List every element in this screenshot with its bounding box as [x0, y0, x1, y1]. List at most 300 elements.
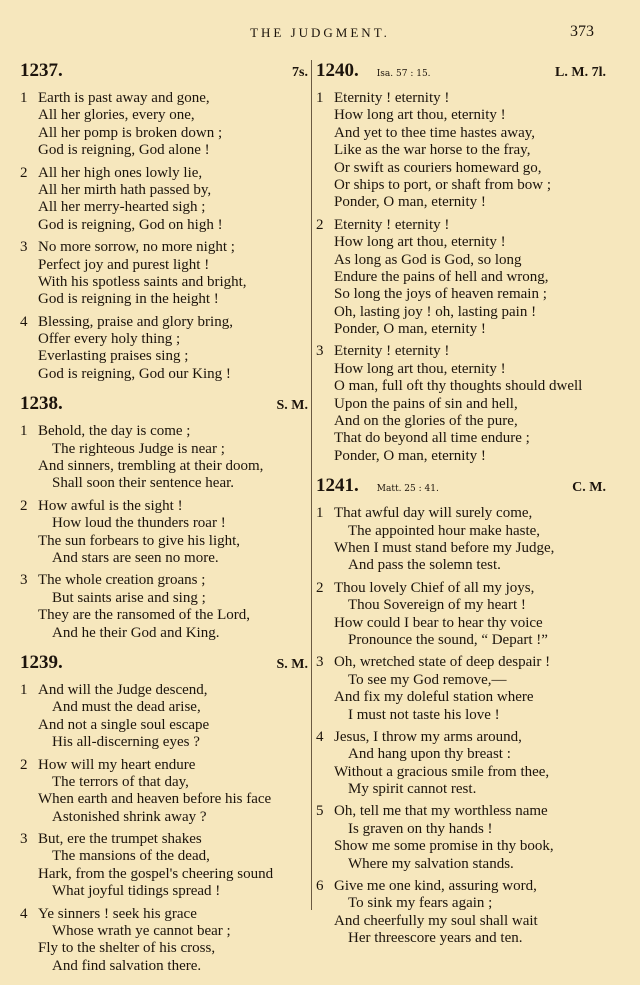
verse-line — [20, 142, 308, 159]
verse-text: As long as God is God, so long — [334, 251, 522, 268]
column-divider — [311, 60, 312, 910]
verse-number — [20, 291, 38, 308]
verse-number — [316, 321, 334, 338]
verse-text: The appointed hour make haste, — [348, 522, 541, 539]
verse-line — [316, 707, 606, 724]
verse-line — [20, 199, 308, 216]
verse-number — [316, 707, 334, 724]
verse-text: Her threescore years and ten. — [348, 930, 523, 947]
verse-number — [316, 856, 334, 873]
verse-text: Perfect joy and purest light ! — [38, 256, 210, 273]
hymn — [20, 393, 308, 642]
verse-number — [20, 533, 38, 550]
hymn-header — [316, 60, 606, 86]
verse-text: The terrors of that day, — [52, 773, 189, 790]
verse-line — [20, 757, 308, 774]
verse-text: The sun forbears to give his light, — [38, 532, 241, 549]
verse-text: To sink my fears again ; — [348, 895, 493, 912]
verse-number — [20, 142, 38, 159]
verse-text: How loud the thunders roar ! — [52, 515, 226, 532]
verse-text: How could I bear to hear thy voice — [334, 614, 543, 631]
verse-line — [316, 878, 606, 895]
verse-text: Eternity ! eternity ! — [334, 90, 450, 106]
verse-number — [316, 304, 334, 321]
verse-line — [20, 625, 308, 642]
verse-line — [20, 866, 308, 883]
left-column — [20, 60, 308, 985]
verse-text: All her mirth hath passed by, — [38, 181, 212, 198]
verse-text: And hang upon thy breast : — [348, 746, 511, 763]
verse-text: Pronounce the sound, “ Depart !” — [348, 631, 548, 648]
verse-number — [316, 838, 334, 855]
verse-text: I must not taste his love ! — [348, 706, 500, 723]
verse-line — [20, 590, 308, 607]
verse-text: Endure the pains of hell and wrong, — [334, 268, 549, 285]
verse-number — [20, 274, 38, 291]
verse-line — [20, 958, 308, 975]
verse-line — [316, 654, 606, 671]
verse-number — [316, 413, 334, 430]
verse-line — [316, 838, 606, 855]
verse-line — [316, 304, 606, 321]
verse-number — [316, 160, 334, 177]
verse-line — [316, 343, 606, 360]
verse-text: That do beyond all time endure ; — [334, 430, 530, 447]
verse-line — [20, 314, 308, 331]
verse — [20, 906, 308, 976]
verse-number — [316, 930, 334, 947]
verse-number — [20, 107, 38, 124]
verse-number — [316, 913, 334, 930]
verse — [316, 343, 606, 465]
verse-text: Eternity ! eternity ! — [334, 343, 450, 360]
verse-number: 5 — [316, 803, 324, 820]
hymn-number: 1240. — [316, 60, 359, 81]
verse-text: And not a single soul escape — [38, 716, 210, 733]
verse-line — [316, 269, 606, 286]
verse — [316, 878, 606, 948]
verse-number — [316, 396, 334, 413]
verse-line — [316, 252, 606, 269]
page-number: 373 — [570, 23, 594, 40]
verse-text: Show me some promise in thy book, — [334, 838, 554, 855]
verse-number — [20, 182, 38, 199]
verse — [20, 90, 308, 160]
verse-line — [20, 791, 308, 808]
verse-line — [20, 165, 308, 182]
verse-line — [316, 194, 606, 211]
verse-line — [20, 717, 308, 734]
verse-number: 3 — [20, 239, 28, 256]
verse-line — [316, 856, 606, 873]
verse-text: God is reigning, God alone ! — [38, 142, 210, 159]
verse-line — [316, 321, 606, 338]
verse-text: And yet to thee time hastes away, — [334, 124, 536, 141]
verse-text: And stars are seen no more. — [52, 549, 219, 566]
verse-line — [20, 550, 308, 567]
verse-number: 4 — [20, 905, 28, 922]
verse-line — [20, 831, 308, 848]
verse — [20, 239, 308, 309]
verse-line — [20, 182, 308, 199]
verse-line — [20, 348, 308, 365]
verse-line — [20, 734, 308, 751]
verse-line — [20, 848, 308, 865]
verse-line — [316, 672, 606, 689]
verse-line — [316, 107, 606, 124]
verse-line — [20, 607, 308, 624]
verse-number: 3 — [316, 343, 324, 360]
verse-line — [316, 90, 606, 107]
verse-number — [20, 699, 38, 716]
verse-line — [20, 274, 308, 291]
verse-number — [316, 764, 334, 781]
verse-number: 6 — [316, 878, 324, 895]
verse-text: Thou lovely Chief of all my joys, — [334, 579, 535, 596]
verse-text: Ponder, O man, eternity ! — [334, 194, 486, 211]
verse — [20, 165, 308, 235]
hymn-meter: 7s. — [292, 65, 308, 80]
verse-line — [20, 441, 308, 458]
verse-number — [316, 286, 334, 303]
verse-line — [316, 125, 606, 142]
verse-line — [20, 257, 308, 274]
verse-text: Behold, the day is come ; — [38, 423, 191, 440]
hymn-number: 1237. — [20, 60, 63, 81]
verse-text: All her merry-hearted sigh ; — [38, 199, 206, 216]
verse — [20, 423, 308, 493]
verse-number — [20, 257, 38, 274]
verse-text: They are the ransomed of the Lord, — [38, 607, 250, 624]
verse-line — [316, 160, 606, 177]
verse-text: And will the Judge descend, — [38, 681, 208, 698]
verse-number — [316, 895, 334, 912]
verse-line — [20, 475, 308, 492]
verse-text: Ye sinners ! seek his grace — [38, 905, 197, 922]
verse-line — [316, 930, 606, 947]
verse-text: Oh, lasting joy ! oh, lasting pain ! — [334, 303, 537, 320]
verse-line — [20, 125, 308, 142]
verse-text: But, ere the trumpet shakes — [38, 831, 202, 848]
verse-text: Or ships to port, or shaft from bow ; — [334, 176, 552, 193]
hymn-number: 1239. — [20, 651, 63, 673]
verse-text: Like as the war horse to the fray, — [334, 142, 531, 159]
hymn-meter: L. M. 7l. — [555, 65, 606, 80]
verse-line — [316, 913, 606, 930]
verse-line — [316, 580, 606, 597]
verse-text: How long art thou, eternity ! — [334, 360, 506, 377]
verse-number — [20, 734, 38, 751]
verse-text: And sinners, trembling at their doom, — [38, 458, 264, 475]
verse-text: Shall soon their sentence hear. — [52, 475, 235, 492]
verse-number — [316, 597, 334, 614]
hymn — [316, 60, 606, 465]
verse-text: Upon the pains of sin and hell, — [334, 395, 518, 412]
verse-text: How awful is the sight ! — [38, 497, 183, 514]
verse — [20, 572, 308, 642]
verse-line — [316, 781, 606, 798]
verse-line — [20, 883, 308, 900]
verse-number: 1 — [316, 505, 324, 522]
verse-line — [316, 729, 606, 746]
verse-number — [20, 848, 38, 865]
verse — [20, 314, 308, 384]
verse-line — [316, 632, 606, 649]
verse-text: And on the glories of the pure, — [334, 413, 518, 430]
verse — [316, 505, 606, 575]
verse-number — [316, 142, 334, 159]
verse-text: When earth and heaven before his face — [38, 791, 272, 808]
verse-text: What joyful tidings spread ! — [52, 883, 221, 900]
verse-number — [20, 331, 38, 348]
scripture-reference: Isa. 57 : 15. — [376, 69, 431, 79]
verse-line — [20, 940, 308, 957]
verse-text: When I must stand before my Judge, — [334, 539, 555, 556]
verse-number — [316, 689, 334, 706]
verse-number — [316, 378, 334, 395]
verse-line — [20, 90, 308, 107]
verse-number — [20, 366, 38, 383]
verse-line — [316, 597, 606, 614]
verse-text: How long art thou, eternity ! — [334, 234, 506, 251]
hymn-meter: S. M. — [276, 398, 308, 414]
verse-number — [20, 717, 38, 734]
verse — [316, 580, 606, 650]
verse-number — [20, 217, 38, 234]
right-column — [316, 60, 606, 958]
running-title: THE JUDGMENT. — [250, 25, 390, 40]
verse-number — [20, 791, 38, 808]
verse-line — [316, 523, 606, 540]
verse-number: 4 — [20, 313, 28, 330]
verse-line — [316, 430, 606, 447]
verse — [316, 729, 606, 799]
verse-number — [316, 269, 334, 286]
verse-text: Whose wrath ye cannot bear ; — [52, 923, 231, 940]
verse-text: Give me one kind, assuring word, — [334, 878, 537, 895]
verse-line — [20, 331, 308, 348]
verse-line — [20, 572, 308, 589]
verse-text: Offer every holy thing ; — [38, 331, 181, 348]
verse-number — [20, 348, 38, 365]
verse-text: Ponder, O man, eternity ! — [334, 447, 486, 464]
verse-number: 1 — [20, 681, 28, 698]
hymn — [20, 60, 308, 383]
hymn-header — [316, 475, 606, 501]
hymn-number: 1241. — [316, 475, 359, 497]
verse — [20, 831, 308, 901]
verse — [316, 803, 606, 873]
hymn-meter: S. M. — [276, 656, 308, 672]
verse-text: That awful day will surely come, — [334, 505, 533, 522]
verse-number — [20, 923, 38, 940]
verse-line — [20, 515, 308, 532]
verse-number: 4 — [316, 728, 324, 745]
verse-number — [20, 625, 38, 642]
verse — [20, 757, 308, 827]
verse-number — [316, 672, 334, 689]
verse-number: 2 — [316, 579, 324, 596]
verse-text: With his spotless saints and bright, — [38, 273, 247, 290]
verse-number — [316, 125, 334, 142]
verse-line — [20, 107, 308, 124]
verse-number: 1 — [20, 90, 28, 106]
verse-number — [20, 940, 38, 957]
verse-text: And pass the solemn test. — [348, 557, 501, 574]
verse-line — [20, 699, 308, 716]
verse-number — [20, 515, 38, 532]
verse-number: 3 — [20, 831, 28, 848]
hymn — [316, 475, 606, 947]
verse-line — [20, 906, 308, 923]
verse-text: And he their God and King. — [52, 624, 220, 641]
verse-number: 2 — [20, 497, 28, 514]
hymn-header — [20, 60, 308, 86]
verse-text: And must the dead arise, — [52, 699, 201, 716]
verse-line — [316, 177, 606, 194]
verse-line — [20, 291, 308, 308]
hymn-header — [20, 652, 308, 678]
verse-line — [20, 774, 308, 791]
verse-line — [316, 615, 606, 632]
verse-number — [20, 550, 38, 567]
hymn-meter: C. M. — [572, 480, 606, 496]
verse-text: My spirit cannot rest. — [348, 781, 477, 798]
verse-number — [20, 458, 38, 475]
verse-text: To see my God remove,— — [348, 671, 507, 688]
verse-text: Is graven on thy hands ! — [348, 820, 493, 837]
verse-number — [316, 632, 334, 649]
verse-number: 3 — [316, 654, 324, 671]
verse-number — [20, 590, 38, 607]
verse-line — [20, 239, 308, 256]
verse-number — [20, 199, 38, 216]
verse-line — [316, 413, 606, 430]
verse — [20, 498, 308, 568]
verse-text: His all-discerning eyes ? — [52, 734, 200, 751]
verse-text: Earth is past away and gone, — [38, 90, 210, 106]
verse-text: Where my salvation stands. — [348, 855, 514, 872]
verse-number — [20, 125, 38, 142]
verse-line — [316, 142, 606, 159]
verse-text: All her pomp is broken down ; — [38, 124, 223, 141]
verse-number: 1 — [20, 423, 28, 440]
verse-number — [316, 523, 334, 540]
verse-text: Astonished shrink away ? — [52, 808, 207, 825]
verse-number — [316, 107, 334, 124]
verse-number: 1 — [316, 90, 324, 106]
verse-text: Jesus, I throw my arms around, — [334, 728, 522, 745]
verse-line — [20, 498, 308, 515]
verse-line — [20, 423, 308, 440]
verse-number — [316, 234, 334, 251]
verse-line — [316, 803, 606, 820]
verse-number — [316, 448, 334, 465]
verse-text: The whole creation groans ; — [38, 572, 206, 589]
verse — [316, 654, 606, 724]
verse-line — [316, 217, 606, 234]
verse-text: Or swift as couriers homeward go, — [334, 159, 542, 176]
verse-line — [20, 366, 308, 383]
verse-text: Oh, tell me that my worthless name — [334, 803, 548, 820]
verse-number — [316, 557, 334, 574]
verse-text: How will my heart endure — [38, 756, 196, 773]
verse-text: And find salvation there. — [52, 957, 202, 974]
verse-text: God is reigning, God on high ! — [38, 216, 223, 233]
verse-text: O man, full oft thy thoughts should dwell — [334, 378, 583, 395]
verse-text: Oh, wretched state of deep despair ! — [334, 654, 551, 671]
verse-number — [20, 866, 38, 883]
verse-text: And cheerfully my soul shall wait — [334, 912, 538, 929]
verse-text: And fix my doleful station where — [334, 689, 534, 706]
verse-text: The mansions of the dead, — [52, 848, 210, 865]
verse-number: 2 — [20, 164, 28, 181]
verse-text: Thou Sovereign of my heart ! — [348, 597, 526, 614]
verse-number — [316, 746, 334, 763]
verse-line — [20, 458, 308, 475]
verse-number — [316, 430, 334, 447]
verse-line — [316, 689, 606, 706]
verse-number — [316, 177, 334, 194]
verse-number — [316, 252, 334, 269]
verse-text: Fly to the shelter of his cross, — [38, 940, 216, 957]
verse-text: All her glories, every one, — [38, 107, 195, 124]
verse-number — [316, 540, 334, 557]
verse-number: 2 — [20, 756, 28, 773]
hymn-header — [20, 393, 308, 419]
verse-line — [316, 378, 606, 395]
verse-number — [20, 441, 38, 458]
verse-text: All her high ones lowly lie, — [38, 164, 203, 181]
verse-number — [20, 774, 38, 791]
verse-line — [316, 448, 606, 465]
verse-line — [20, 217, 308, 234]
hymn-number: 1238. — [20, 393, 63, 415]
verse-number — [316, 361, 334, 378]
verse-line — [316, 746, 606, 763]
verse-text: How long art thou, eternity ! — [334, 107, 506, 124]
verse-line — [316, 234, 606, 251]
verse-number — [316, 821, 334, 838]
verse-line — [20, 533, 308, 550]
verse-line — [316, 557, 606, 574]
verse-line — [316, 821, 606, 838]
verse-text: Ponder, O man, eternity ! — [334, 321, 486, 338]
verse-line — [20, 682, 308, 699]
verse-line — [316, 764, 606, 781]
verse-text: God is reigning, God our King ! — [38, 365, 231, 382]
verse — [316, 217, 606, 339]
verse-line — [316, 361, 606, 378]
verse-text: Eternity ! eternity ! — [334, 216, 450, 233]
verse-line — [316, 505, 606, 522]
verse — [20, 682, 308, 752]
verse-text: Blessing, praise and glory bring, — [38, 313, 233, 330]
verse-text: Hark, from the gospel's cheering sound — [38, 865, 274, 882]
verse-number — [316, 781, 334, 798]
verse-text: The righteous Judge is near ; — [52, 440, 225, 457]
scripture-reference: Matt. 25 : 41. — [376, 484, 439, 495]
verse-line — [316, 286, 606, 303]
verse — [316, 90, 606, 212]
verse-number — [316, 615, 334, 632]
verse-line — [316, 895, 606, 912]
verse-number: 2 — [316, 216, 324, 233]
verse-text: God is reigning in the height ! — [38, 291, 219, 308]
verse-number — [20, 958, 38, 975]
verse-line — [20, 809, 308, 826]
verse-line — [316, 396, 606, 413]
